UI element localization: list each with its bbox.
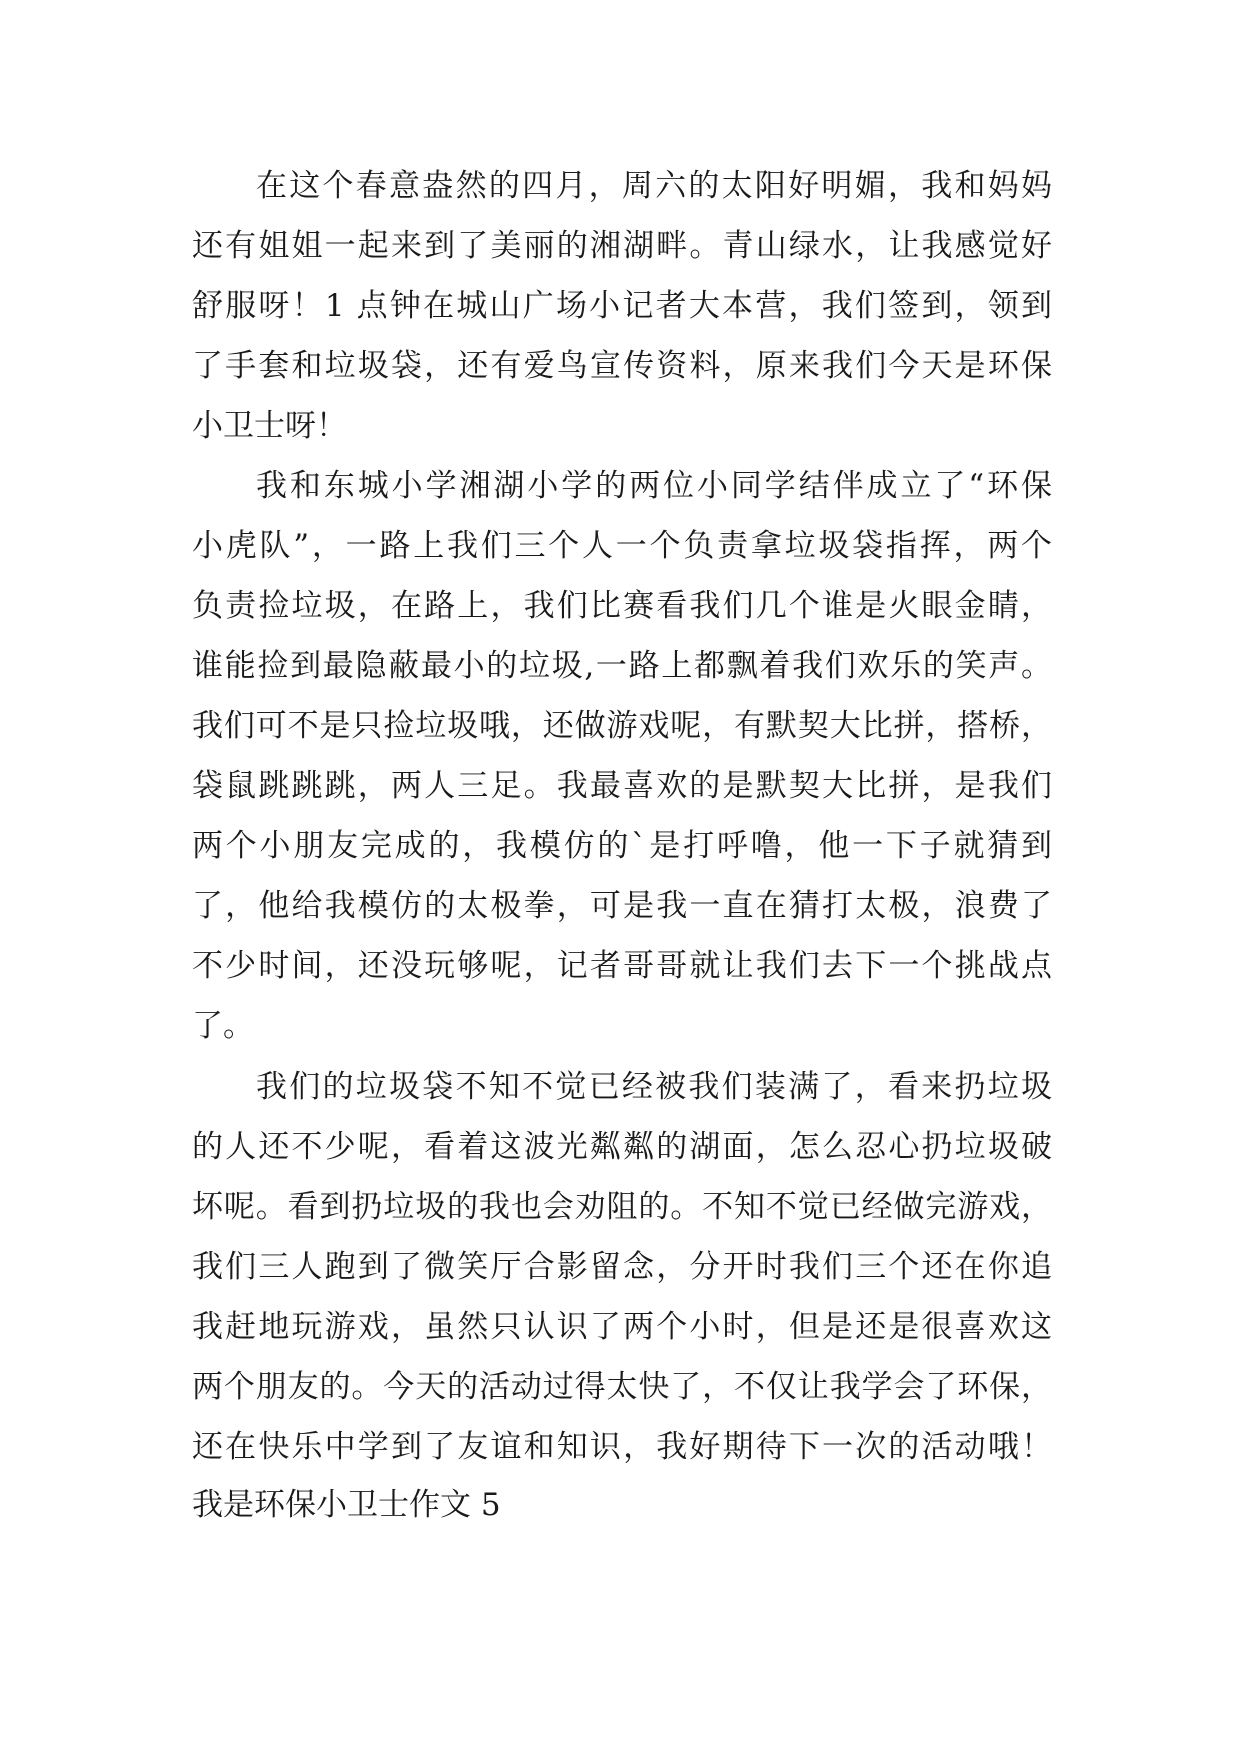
paragraph-3-line-5: 我赶地玩游戏，虽然只认识了两个小时，但是还是很喜欢这 — [192, 1309, 1052, 1345]
paragraph-2-line-5: 我们可不是只捡垃圾哦，还做游戏呢，有默契大比拼，搭桥， — [192, 708, 1052, 744]
paragraph-3-line-2: 的人还不少呢，看着这波光粼粼的湖面，怎么忍心扔垃圾破 — [192, 1129, 1052, 1165]
paragraph-1-line-3: 舒服呀！1 点钟在城山广场小记者大本营，我们签到，领到 — [192, 288, 1052, 324]
paragraph-1-line-5: 小卫士呀！ — [192, 408, 347, 444]
paragraph-2-line-6: 袋鼠跳跳跳，两人三足。我最喜欢的是默契大比拼，是我们 — [192, 768, 1052, 804]
paragraph-3-line-7: 还在快乐中学到了友谊和知识，我好期待下一次的活动哦！ — [192, 1429, 1052, 1465]
paragraph-1-line-1: 在这个春意盎然的四月，周六的太阳好明媚，我和妈妈 — [256, 168, 1052, 204]
paragraph-3-line-3: 坏呢。看到扔垃圾的我也会劝阻的。不知不觉已经做完游戏， — [192, 1189, 1052, 1225]
paragraph-3-line-6: 两个朋友的。今天的活动过得太快了，不仅让我学会了环保， — [192, 1369, 1052, 1405]
paragraph-2-line-9: 不少时间，还没玩够呢，记者哥哥就让我们去下一个挑战点 — [192, 948, 1052, 984]
paragraph-2-line-3: 负责捡垃圾，在路上，我们比赛看我们几个谁是火眼金睛， — [192, 588, 1052, 624]
paragraph-2-line-1: 我和东城小学湘湖小学的两位小同学结伴成立了“环保 — [256, 468, 1052, 504]
paragraph-3-line-4: 我们三人跑到了微笑厅合影留念，分开时我们三个还在你追 — [192, 1249, 1052, 1285]
paragraph-1-line-4: 了手套和垃圾袋，还有爱鸟宣传资料，原来我们今天是环保 — [192, 348, 1052, 384]
paragraph-1-line-2: 还有姐姐一起来到了美丽的湘湖畔。青山绿水，让我感觉好 — [192, 228, 1052, 264]
section-heading: 我是环保小卫士作文 5 — [192, 1487, 501, 1523]
paragraph-2-line-2: 小虎队”，一路上我们三个人一个负责拿垃圾袋指挥，两个 — [192, 528, 1052, 564]
paragraph-2-line-8: 了，他给我模仿的太极拳，可是我一直在猜打太极，浪费了 — [192, 888, 1052, 924]
paragraph-3-line-1: 我们的垃圾袋不知不觉已经被我们装满了，看来扔垃圾 — [256, 1069, 1052, 1105]
paragraph-2-line-10: 了。 — [192, 1008, 254, 1044]
paragraph-2-line-7: 两个小朋友完成的，我模仿的`是打呼噜，他一下子就猜到 — [192, 828, 1052, 864]
paragraph-2-line-4: 谁能捡到最隐蔽最小的垃圾,一路上都飘着我们欢乐的笑声。 — [192, 648, 1052, 684]
